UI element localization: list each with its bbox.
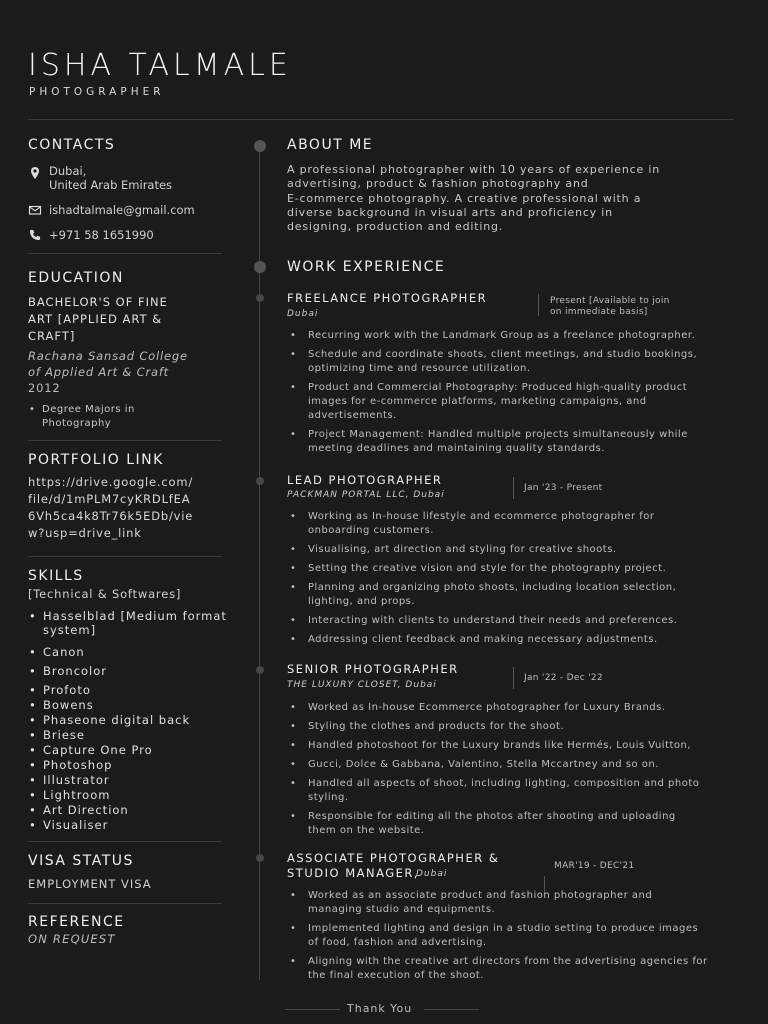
skill-item: • Bowens [28, 698, 228, 712]
skills-heading: SKILLS [28, 568, 84, 584]
job-bullets [287, 329, 757, 461]
divider [28, 841, 222, 842]
job-date-line: on immediate basis] [550, 307, 648, 317]
skill-item: • Broncolor [28, 664, 228, 678]
job-bullet [287, 758, 757, 772]
job-bullets [287, 889, 757, 988]
about-line: A professional photographer with 10 years of experience in [287, 163, 660, 176]
bullet-line: • Handled photoshoot for the Luxury brands like Hermés, Louis Vuitton, [308, 740, 692, 751]
job-bullet [287, 562, 757, 576]
bullet-line: • Gucci, Dolce & Gabbana, Valentino, Stella Mccartney and so on. [308, 759, 659, 770]
job-bullet [287, 777, 757, 805]
job-dates [550, 296, 670, 318]
bullet-line: meeting deadlines and maintaining quality standards. [308, 443, 605, 454]
contacts-heading: CONTACTS [28, 137, 116, 153]
job-title: FREELANCE PHOTOGRAPHER [287, 291, 488, 305]
job-company: Dubai [416, 869, 448, 879]
bullet-line: • Project Management: Handled multiple projects simultaneously while [308, 429, 688, 440]
timeline-node [256, 666, 264, 674]
bullet-line: • Schedule and coordinate shoots, client meetings, and studio bookings, [308, 349, 698, 360]
degree-line: CRAFT] [28, 329, 76, 343]
degree-line: BACHELOR'S OF FINE [28, 295, 168, 309]
divider [28, 253, 222, 254]
job-company: PACKMAN PORTAL LLC, Dubai [287, 490, 445, 500]
bullet-line: • Interacting with clients to understand their needs and preferences. [308, 615, 678, 626]
job-bullet [287, 614, 757, 628]
education-degree [28, 294, 228, 345]
skill-item: • Visualiser [28, 818, 228, 832]
job-bullet [287, 348, 757, 376]
skill-item: • Photoshop [28, 758, 228, 772]
portfolio-link-line[interactable]: https://drive.google.com/ [28, 475, 194, 489]
about-line: diverse background in visual arts and proficiency in [287, 205, 613, 219]
school-line: of Applied Art & Craft [28, 365, 169, 379]
bullet-line: styling. [308, 792, 349, 803]
bullet-line: • Setting the creative vision and style for the photography project. [308, 563, 667, 574]
candidate-title: PHOTOGRAPHER [29, 86, 165, 98]
graduation-year: 2012 [28, 381, 61, 395]
bullet-line: • Working as In-house lifestyle and ecommerce photographer for [308, 511, 655, 522]
job-date-line: MAR'19 - DEC'21 [554, 861, 635, 871]
job-bullet [287, 381, 757, 423]
job-bullets [287, 701, 757, 843]
skill-item: • Canon [28, 645, 228, 659]
job-bullet [287, 810, 757, 838]
timeline-node [254, 261, 266, 273]
bullet-line: • Handled all aspects of shoot, including lighting, composition and photo [308, 778, 700, 789]
job-company: Dubai [287, 309, 319, 319]
visa-heading: VISA STATUS [28, 853, 134, 869]
about-line: advertising, product & fashion photography and [287, 177, 589, 191]
bullet-line: • Responsible for editing all the photos after shooting and uploading [308, 811, 676, 822]
reference-heading: REFERENCE [28, 914, 125, 930]
bullet-line: • Worked as In-house Ecommerce photographer for Luxury Brands. [308, 702, 666, 713]
job-bullet [287, 510, 757, 538]
skill-item: • Capture One Pro [28, 743, 228, 757]
job-bullet [287, 428, 757, 456]
skill-item: • Hasselblad [Medium format system] [28, 609, 228, 637]
skills-list [28, 609, 228, 832]
phone-icon [28, 228, 42, 242]
job-bullet [287, 889, 757, 917]
bullet-line: managing studio and equipments. [308, 904, 496, 915]
location-line-1: Dubai, [49, 164, 87, 178]
timeline-node [256, 294, 264, 302]
bullet-dot: • [29, 404, 36, 415]
school-line: Rachana Sansad College [28, 349, 188, 363]
footer-divider-left [285, 1009, 340, 1010]
bullet-line: onboarding customers. [308, 525, 434, 536]
job-date-line: Present [Available to join [550, 296, 670, 306]
job-company: THE LUXURY CLOSET, Dubai [287, 680, 437, 690]
date-separator [513, 667, 514, 689]
majors-line: Photography [42, 418, 112, 429]
visa-value: EMPLOYMENT VISA [28, 877, 152, 891]
mail-icon [28, 203, 42, 217]
job-title-line-2: STUDIO MANAGER, [287, 866, 420, 880]
work-heading: WORK EXPERIENCE [287, 259, 446, 275]
about-line: E-commerce photography. A creative professional with a [287, 191, 642, 205]
footer-divider-right [424, 1009, 479, 1010]
skill-item: • Phaseone digital back [28, 713, 228, 727]
portfolio-link-line[interactable]: file/d/1mPLM7cyKRDLfEA [28, 492, 191, 506]
divider [28, 556, 222, 557]
bullet-line: advertisements. [308, 410, 397, 421]
thank-you-text: Thank You [347, 1002, 413, 1015]
job-date-line: Jan '22 - Dec '22 [524, 673, 603, 683]
location-pin-icon [28, 166, 42, 180]
job-bullet [287, 633, 757, 647]
job-bullets [287, 510, 757, 652]
skill-item: • Lightroom [28, 788, 228, 802]
skill-item: • Profoto [28, 683, 228, 697]
job-bullet [287, 329, 757, 343]
job-title: ASSOCIATE PHOTOGRAPHER & [287, 851, 500, 865]
date-separator [538, 294, 539, 316]
job-bullet [287, 543, 757, 557]
job-title: SENIOR PHOTOGRAPHER [287, 662, 459, 676]
majors-line: Degree Majors in [42, 404, 135, 415]
bullet-line: • Styling the clothes and products for the shoot. [308, 721, 565, 732]
divider [28, 440, 222, 441]
bullet-line: • Planning and organizing photo shoots, including location selection, [308, 582, 677, 593]
bullet-line: of food, fashion and advertising. [308, 937, 487, 948]
bullet-line: lighting, and props. [308, 596, 416, 607]
bullet-line: • Visualising, art direction and styling for creative shoots. [308, 544, 617, 555]
job-bullet [287, 581, 757, 609]
timeline-node [254, 140, 266, 152]
divider [28, 903, 222, 904]
about-heading: ABOUT ME [287, 137, 374, 153]
education-school [28, 348, 228, 396]
bullet-line: • Aligning with the creative art directors from the advertising agencies for [308, 956, 708, 967]
header-divider [28, 119, 734, 120]
email-link[interactable]: ishadtalmale@gmail.com [49, 203, 195, 217]
portfolio-link-line[interactable]: 6Vh5ca4k8Tr76k5EDb/vie [28, 509, 194, 523]
bullet-line: them on the website. [308, 825, 425, 836]
date-separator [513, 477, 514, 499]
bullet-line: • Product and Commercial Photography: Produced high-quality product [308, 382, 688, 393]
portfolio-link-line[interactable]: w?usp=drive_link [28, 526, 142, 540]
job-bullet [287, 955, 757, 983]
timeline-node [256, 854, 264, 862]
bullet-line: the final execution of the shoot. [308, 970, 485, 981]
education-heading: EDUCATION [28, 270, 124, 286]
portfolio-link[interactable] [28, 474, 238, 542]
about-line: designing, production and editing. [287, 220, 504, 234]
job-date-line: Jan '23 - Present [524, 483, 603, 493]
bullet-line: optimizing time and resource utilization. [308, 363, 531, 374]
degree-majors [42, 403, 135, 431]
job-title: LEAD PHOTOGRAPHER [287, 473, 443, 487]
job-bullet [287, 720, 757, 734]
location-line-2: United Arab Emirates [49, 178, 173, 192]
reference-value: ON REQUEST [28, 932, 116, 946]
degree-line: ART [APPLIED ART & [28, 312, 163, 326]
bullet-line: images for e-commerce platforms, marketing campaigns, and [308, 396, 647, 407]
about-text [287, 163, 747, 234]
bullet-line: • Implemented lighting and design in a studio setting to produce images [308, 923, 699, 934]
skill-item: • Art Direction [28, 803, 228, 817]
job-bullet [287, 922, 757, 950]
portfolio-heading: PORTFOLIO LINK [28, 452, 164, 468]
candidate-name: ISHA TALMALE [28, 48, 292, 83]
skill-item: • Briese [28, 728, 228, 742]
phone-number[interactable]: +971 58 1651990 [49, 228, 154, 242]
bullet-line: • Addressing client feedback and making necessary adjustments. [308, 634, 658, 645]
bullet-line: • Recurring work with the Landmark Group as a freelance photographer. [308, 330, 696, 341]
skill-item: • Illustrator [28, 773, 228, 787]
skills-subheading: [Technical & Softwares] [28, 587, 182, 601]
job-bullet [287, 739, 757, 753]
timeline-node [256, 477, 264, 485]
bullet-line: • Worked as an associate product and fashion photographer and [308, 890, 653, 901]
job-bullet [287, 701, 757, 715]
